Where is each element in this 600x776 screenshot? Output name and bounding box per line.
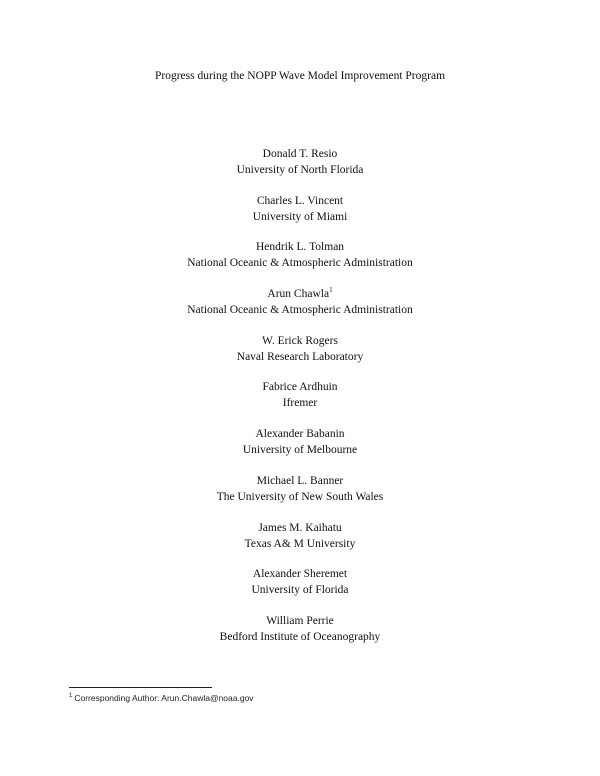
author-affiliation: University of North Florida (236, 164, 364, 176)
footnote-text: Corresponding Author: Arun.Chawla@noaa.gov (74, 693, 254, 703)
author-affiliation: Texas A& M University (244, 537, 356, 550)
author-affiliation: University of Melbourne (242, 444, 358, 457)
author-block (0, 193, 600, 240)
author-affiliation: National Oceanic & Atmospheric Administration (187, 304, 413, 317)
author-affiliation: University of Florida (251, 584, 349, 597)
author-name: William Perrie (266, 614, 334, 627)
author-affiliation: Bedford Institute of Oceanography (219, 630, 381, 643)
author-block (0, 333, 600, 380)
author-name: W. Erick Rogers (262, 334, 338, 347)
author-name: Hendrik L. Tolman (255, 241, 345, 254)
author-affiliation: National Oceanic & Atmospheric Administration (187, 257, 413, 270)
author-block (0, 613, 600, 660)
footnote-marker: 1 (329, 286, 333, 295)
author-name: Fabrice Ardhuin (262, 381, 338, 394)
author-block (0, 566, 600, 613)
author-block (0, 520, 600, 567)
author-block (0, 379, 600, 426)
author-block (0, 239, 600, 286)
author-name: James M. Kaihatu (258, 521, 342, 534)
author-affiliation: The University of New South Wales (216, 490, 384, 503)
author-list (0, 146, 600, 660)
footnote (69, 692, 254, 704)
corresponding-author-name-line (0, 286, 600, 302)
author-block (0, 146, 600, 193)
author-affiliation: Naval Research Laboratory (236, 350, 364, 363)
author-name: Alexander Sheremet (252, 568, 348, 581)
author-name: Alexander Babanin (255, 428, 345, 441)
author-name: Charles L. Vincent (256, 194, 344, 207)
author-name: Arun Chawla (267, 288, 330, 301)
document-title: Progress during the NOPP Wave Model Improvement Program (154, 70, 446, 82)
footnote-marker: 1 (69, 693, 73, 700)
author-block (0, 473, 600, 520)
author-name: Donald T. Resio (262, 148, 338, 160)
footnote-divider (69, 687, 212, 688)
author-name: Michael L. Banner (256, 474, 344, 487)
author-affiliation: University of Miami (252, 210, 348, 223)
author-block (0, 426, 600, 473)
author-block (0, 286, 600, 333)
author-affiliation: Ifremer (282, 397, 318, 410)
